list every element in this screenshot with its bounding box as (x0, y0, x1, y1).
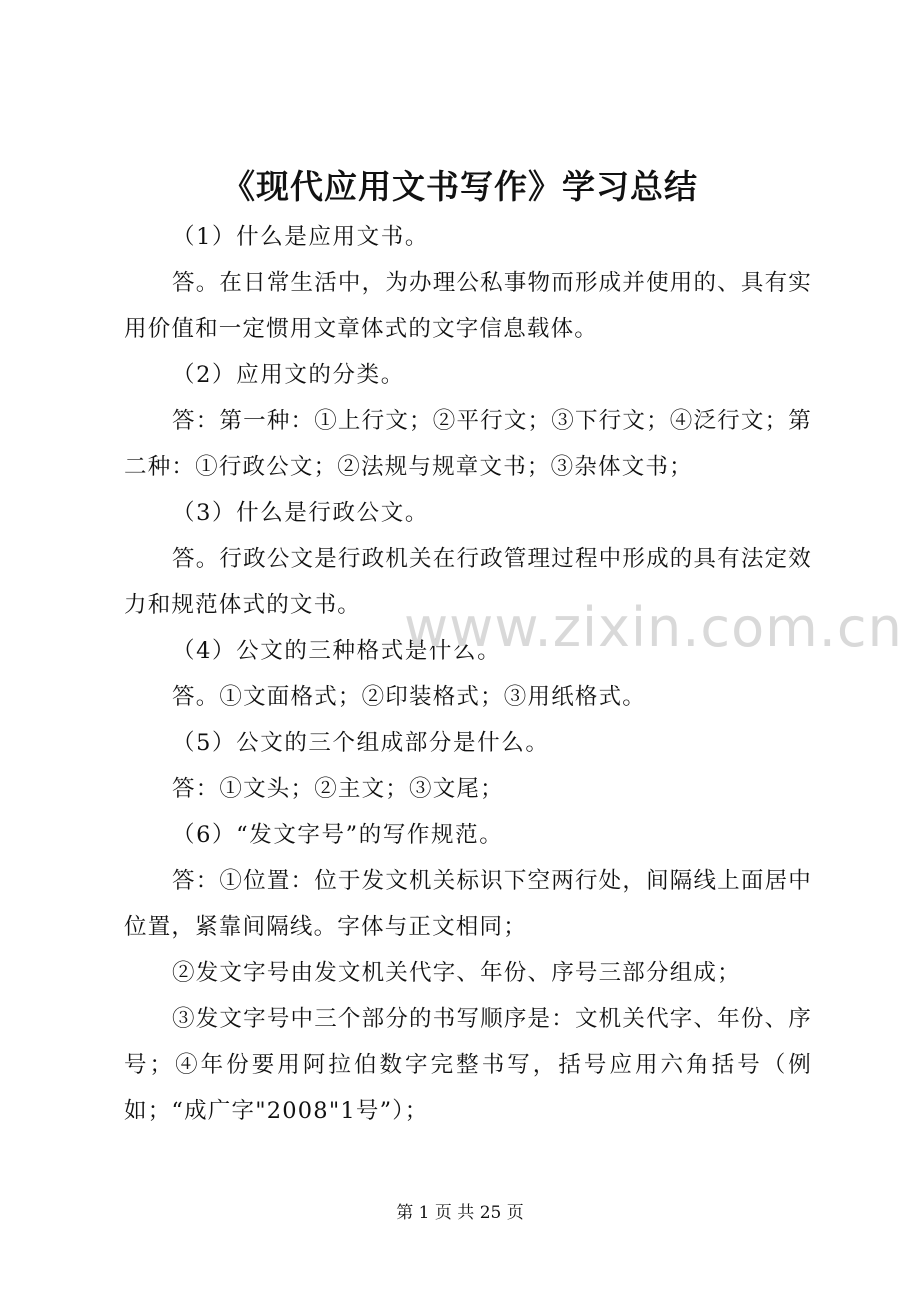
answer-6-part-1: 答：①位置：位于发文机关标识下空两行处，间隔线上面居中位置，紧靠间隔线。字体与正文相同； (124, 868, 812, 940)
question-5: （5）公文的三个组成部分是什么。 (172, 730, 550, 756)
question-2: （2）应用文的分类。 (172, 362, 405, 388)
answer-6-part-3: ③发文字号中三个部分的书写顺序是：文机关代字、年份、序号；④年份要用阿拉伯数字完整书写，括号应用六角括号（例如；“成广字"2008"1号”）； (124, 1006, 812, 1124)
document-body (124, 214, 812, 1134)
page-footer: 第 1 页 共 25 页 (396, 1203, 524, 1223)
answer-4: 答。①文面格式；②印装格式；③用纸格式。 (172, 684, 647, 710)
answer-3: 答。行政公文是行政机关在行政管理过程中形成的具有法定效力和规范体式的文书。 (124, 546, 812, 618)
document-title: 《现代应用文书写作》学习总结 (222, 167, 698, 206)
question-6: （6）“发文字号”的写作规范。 (172, 822, 504, 848)
question-3: （3）什么是行政公文。 (172, 500, 429, 526)
answer-5: 答：①文头；②主文；③文尾； (172, 776, 504, 802)
question-4: （4）公文的三种格式是什么。 (172, 638, 502, 664)
question-1: （1）什么是应用文书。 (172, 224, 429, 250)
answer-6-part-2: ②发文字号由发文机关代字、年份、序号三部分组成； (172, 960, 741, 986)
answer-1: 答。在日常生活中，为办理公私事物而形成并使用的、具有实用价值和一定惯用文章体式的文字信息载体。 (124, 270, 812, 342)
answer-2: 答：第一种：①上行文；②平行文；③下行文；④泛行文；第二种：①行政公文；②法规与规章文书；③杂体文书； (124, 408, 812, 480)
watermark: www.zixin.com.cn (404, 596, 903, 659)
